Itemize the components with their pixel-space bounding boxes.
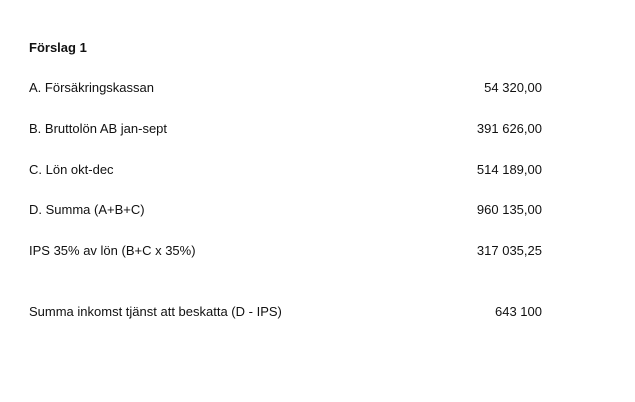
row-value: 54 320,00 [484, 80, 542, 95]
row-ips [29, 243, 542, 261]
row-label: C. Lön okt-dec [29, 162, 114, 177]
row-forsakringskassan [29, 80, 542, 98]
row-value: 391 626,00 [476, 121, 542, 136]
row-label: IPS 35% av lön (B+C x 35%) [29, 243, 196, 258]
row-value: 643 100 [495, 304, 542, 319]
row-label: Summa inkomst tjänst att beskatta (D - IPS) [29, 304, 282, 319]
row-lon-okt-dec [29, 162, 542, 180]
row-label: B. Bruttolön AB jan-sept [29, 121, 168, 136]
document-title: Förslag 1 [29, 40, 87, 55]
row-summa [29, 202, 542, 220]
row-value: 960 135,00 [476, 202, 542, 217]
row-label: D. Summa (A+B+C) [29, 202, 145, 217]
row-value: 317 035,25 [476, 243, 542, 258]
row-label: A. Försäkringskassan [29, 80, 154, 95]
row-summa-inkomst [29, 304, 542, 322]
row-value: 514 189,00 [476, 162, 542, 177]
row-bruttolon [29, 121, 542, 139]
